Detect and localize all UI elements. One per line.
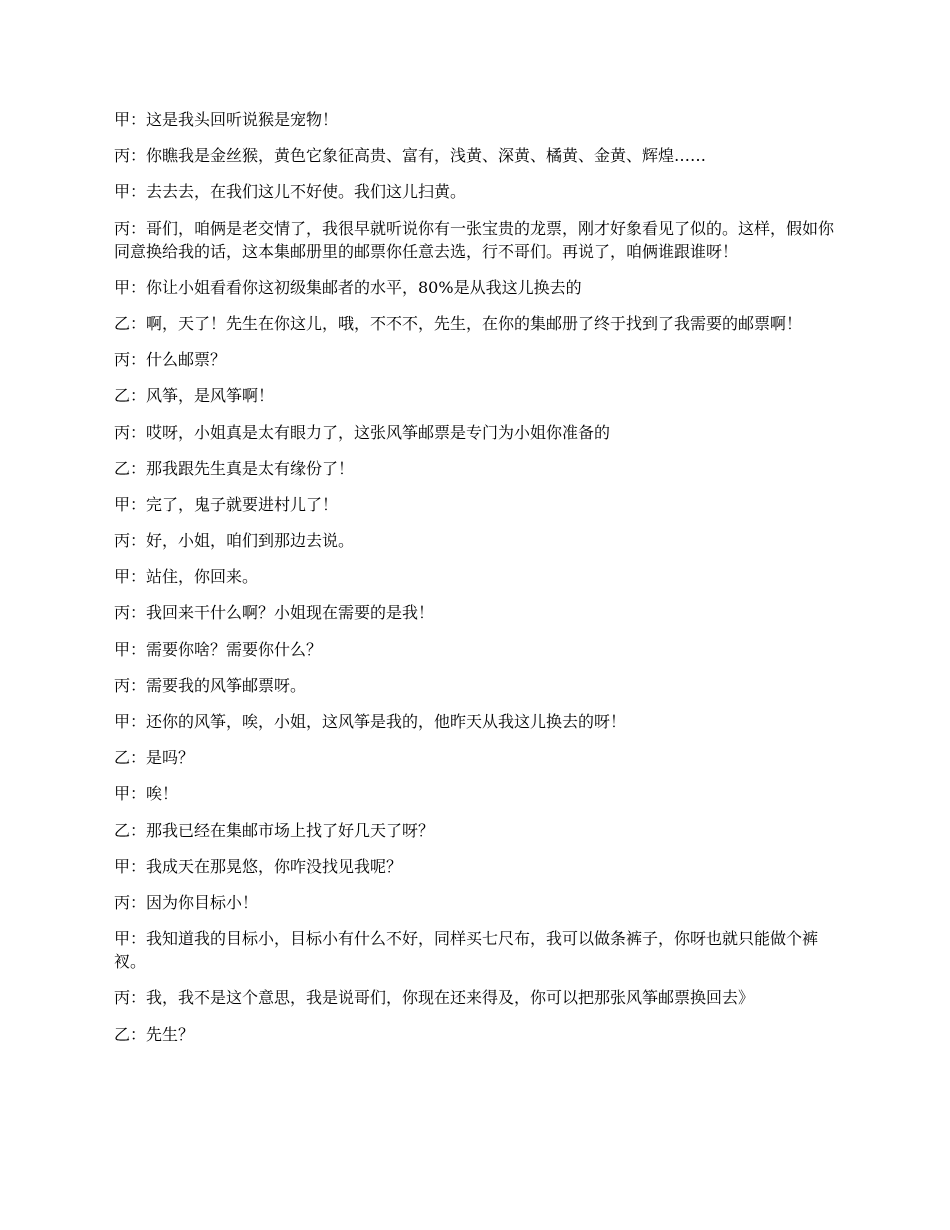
dialogue-line: 乙：是吗？ — [114, 748, 195, 768]
dialogue-line: 乙：先生？ — [114, 1024, 195, 1044]
dialogue-line: 甲：完了，鬼子就要进村儿了！ — [114, 494, 339, 514]
dialogue-line: 甲：我成天在那晃悠，你咋没找见我呢？ — [114, 856, 403, 876]
dialogue-line: 甲：这是我头回听说猴是宠物！ — [114, 110, 339, 129]
dialogue-line: 乙：风筝，是风筝啊！ — [114, 386, 275, 406]
dialogue-line: 丙：你瞧我是金丝猴，黄色它象征高贵、富有，浅黄、深黄、橘黄、金黄、辉煌…… — [114, 146, 707, 166]
dialogue-line: 甲：去去去，在我们这儿不好使。我们这儿扫黄。 — [114, 182, 467, 202]
dialogue-line: 乙：那我跟先生真是太有缘份了！ — [114, 458, 355, 478]
dialogue-line: 甲：我知道我的目标小，目标小有什么不好，同样买七尺布，我可以做条裤子，你呀也就只能做个裤衩。 — [114, 929, 819, 972]
dialogue-line: 丙：我回来干什么啊？小姐现在需要的是我！ — [114, 603, 435, 623]
dialogue-line: 丙：需要我的风筝邮票呀。 — [114, 675, 307, 695]
dialogue-line: 丙：什么邮票？ — [114, 350, 227, 370]
dialogue-line: 甲：唉！ — [114, 784, 179, 804]
document-page — [114, 108, 844, 1059]
dialogue-line: 甲：还你的风筝，唉，小姐，这风筝是我的，他昨天从我这儿换去的呀！ — [114, 712, 627, 731]
dialogue-line: 甲：你让小姐看看你这初级集邮者的水平，80%是从我这儿换去的 — [114, 277, 582, 297]
dialogue-line: 丙：哥们，咱俩是老交情了，我很早就听说你有一张宝贵的龙票，刚才好象看见了似的。这样，假如你同意换给我的话，这本集邮册里的邮票你任意去选，行不哥们。再说了，咱俩谁跟谁呀！ — [114, 218, 835, 261]
dialogue-line: 甲：需要你啥？需要你什么？ — [114, 639, 323, 659]
dialogue-line: 乙：啊，天了！先生在你这儿，哦，不不不，先生，在你的集邮册了终于找到了我需要的邮票啊！ — [114, 313, 803, 333]
dialogue-line: 丙：哎呀，小姐真是太有眼力了，这张风筝邮票是专门为小姐你准备的 — [114, 422, 611, 442]
dialogue-line: 丙：我，我不是这个意思，我是说哥们，你现在还来得及，你可以把那张风筝邮票换回去》 — [114, 988, 755, 1008]
dialogue-line: 丙：因为你目标小！ — [114, 892, 259, 912]
dialogue-line: 甲：站住，你回来。 — [114, 567, 259, 587]
dialogue-line: 丙：好，小姐，咱们到那边去说。 — [114, 531, 355, 551]
dialogue-line: 乙：那我已经在集邮市场上找了好几天了呀？ — [114, 820, 435, 840]
